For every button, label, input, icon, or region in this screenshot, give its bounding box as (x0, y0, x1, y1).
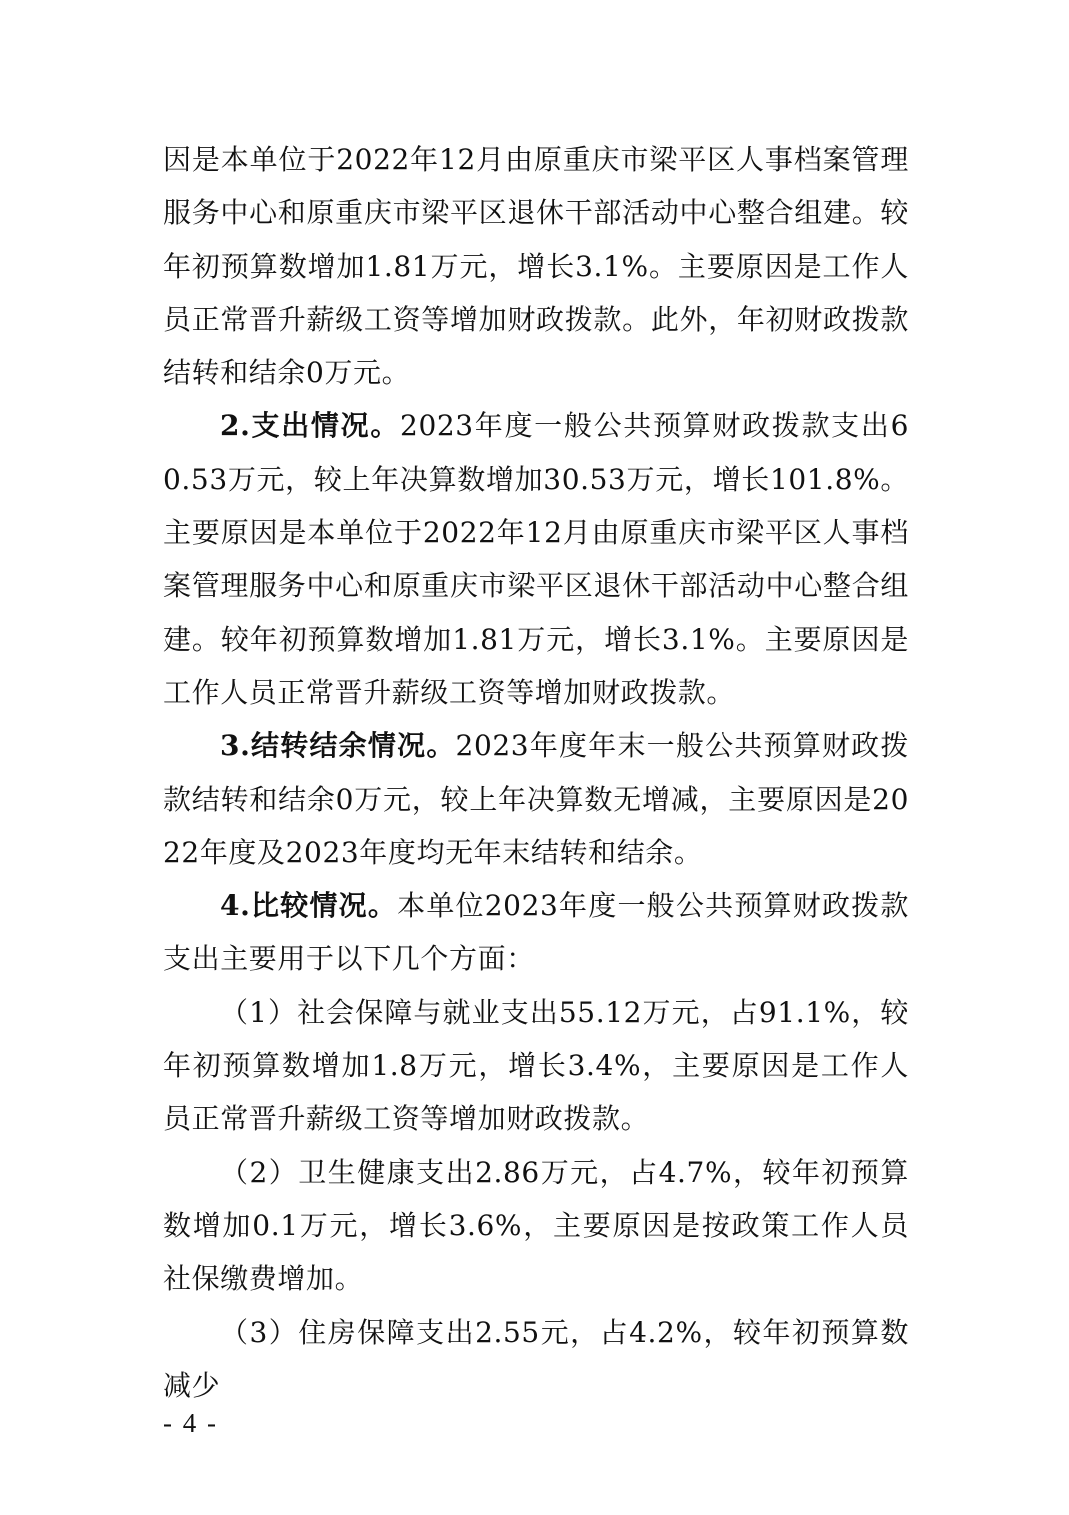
document-body (163, 133, 909, 1412)
paragraph-continuation (163, 133, 909, 399)
paragraph-text: 本单位2023年度一般公共预算财政拨款支出主要用于以下几个方面： (163, 889, 909, 976)
paragraph-item-health (163, 1146, 909, 1306)
paragraph-text: 因是本单位于2022年12月由原重庆市梁平区人事档案管理服务中心和原重庆市梁平区退休干部活动中心整合组建。较年初预算数增加1.81万元，增长3.1%。主要原因是工作人员正常晋升薪级工资等增加财政拨款。此外，年初财政拨款结转和结余0万元。 (163, 143, 909, 390)
paragraph-comparison (163, 879, 909, 986)
paragraph-item-social-security (163, 986, 909, 1146)
paragraph-text: 2023年度一般公共预算财政拨款支出60.53万元，较上年决算数增加30.53万元，增长101.8%。主要原因是本单位于2022年12月由原重庆市梁平区人事档案管理服务中心和原重庆市梁平区退休干部活动中心整合组建。较年初预算数增加1.81万元，增长3.1%。主要原因是工作人员正常晋升薪级工资等增加财政拨款。 (163, 409, 909, 709)
paragraph-text: （1）社会保障与就业支出55.12万元，占91.1%，较年初预算数增加1.8万元，增长3.4%，主要原因是工作人员正常晋升薪级工资等增加财政拨款。 (163, 995, 909, 1136)
page-number: - 4 - (163, 1408, 218, 1438)
paragraph-expenditure (163, 399, 909, 719)
paragraph-item-housing (163, 1306, 909, 1413)
paragraph-text: （3）住房保障支出2.55元，占4.2%，较年初预算数减少 (163, 1315, 909, 1402)
section-heading-expenditure: 2.支出情况。 (220, 409, 401, 443)
section-heading-comparison: 4.比较情况。 (220, 889, 398, 923)
section-heading-carryover: 3.结转结余情况。 (220, 729, 456, 763)
paragraph-text: （2）卫生健康支出2.86万元，占4.7%，较年初预算数增加0.1万元，增长3.6%，主要原因是按政策工作人员社保缴费增加。 (163, 1155, 909, 1296)
paragraph-text: 2023年度年末一般公共预算财政拨款结转和结余0万元，较上年决算数无增减，主要原因是2022年度及2023年度均无年末结转和结余。 (163, 729, 909, 869)
paragraph-carryover (163, 719, 909, 879)
